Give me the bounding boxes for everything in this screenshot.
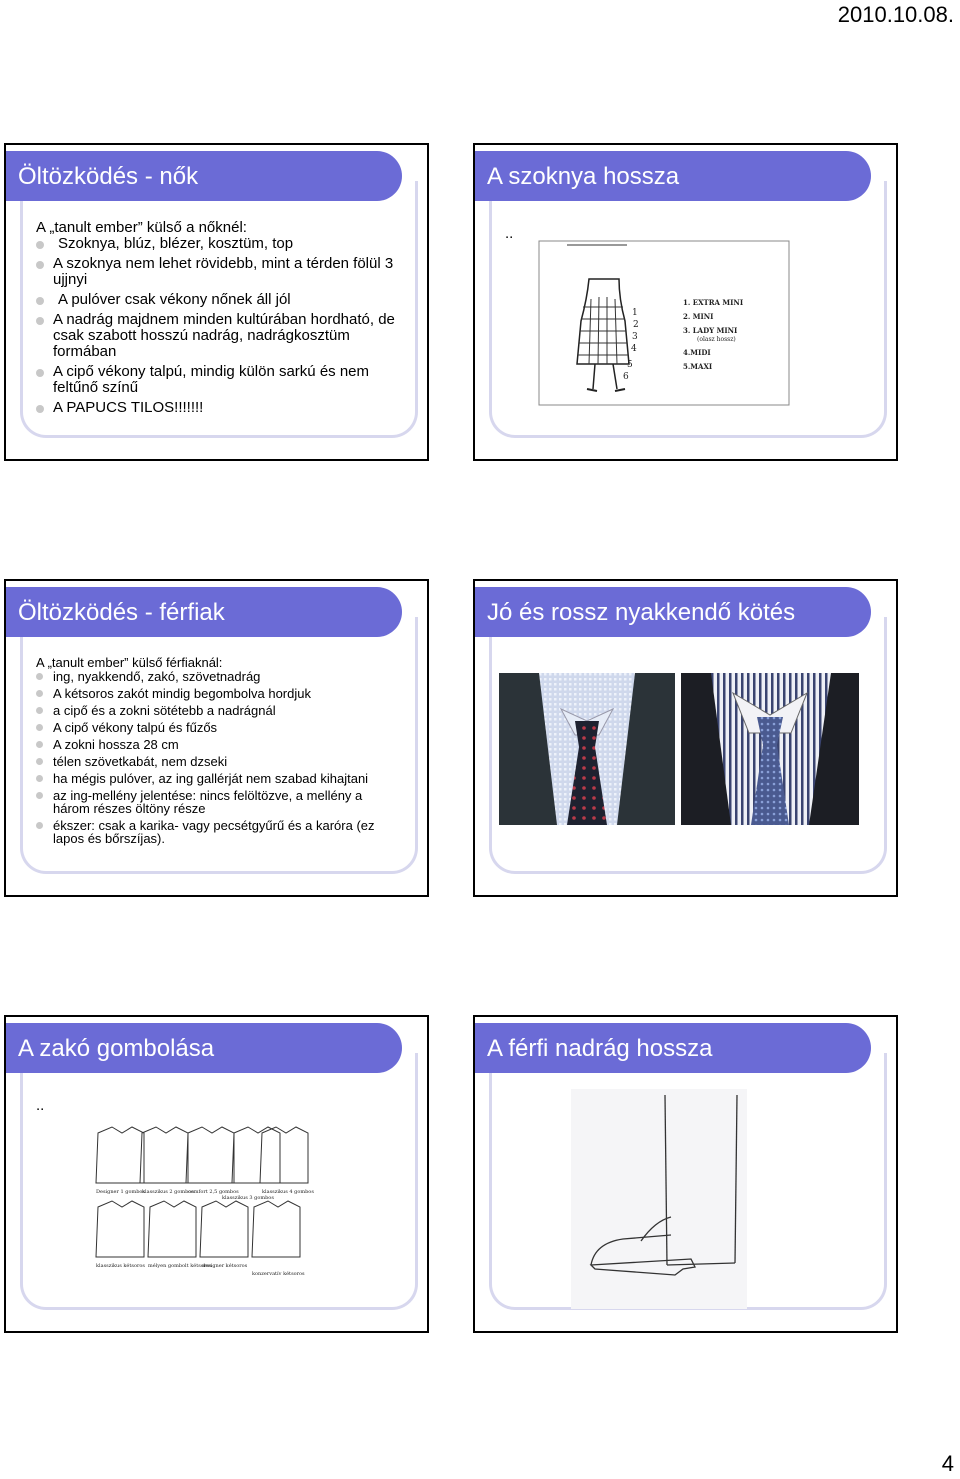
diagram-number: 1 — [632, 308, 638, 318]
bad-tie-photo — [681, 673, 859, 825]
list-item: A zokni hossza 28 cm — [36, 738, 397, 751]
diagram-number: 2 — [633, 320, 639, 330]
list-item: ha mégis pulóver, az ing gallérját nem szabad kihajtani — [36, 772, 397, 785]
list-item: A nadrág majdnem minden kultúrában hordható, de csak szabott hosszú nadrág, nadrágkosztüm formában — [36, 312, 413, 360]
slide-title-bar — [6, 587, 402, 637]
legend-entry: 1. EXTRA MINI — [683, 298, 744, 307]
list-item: A cipő vékony talpú és fűzős — [36, 721, 397, 734]
slide-lead: A „tanult ember” külső a nőknél: — [36, 219, 247, 236]
placeholder-dots: .. — [505, 225, 514, 242]
legend-entry: 2. MINI — [683, 312, 714, 321]
placeholder-dots: .. — [36, 1097, 45, 1114]
slide-title: A szoknya hossza — [487, 163, 680, 190]
slide-title-bar — [475, 151, 871, 201]
jacket-label: klasszikus 3 gombos — [222, 1195, 274, 1201]
list-item: A cipő vékony talpú, mindig külön sarkú és nem feltűnő színű — [36, 364, 413, 396]
list-item: ing, nyakkendő, zakó, szövetnadrág — [36, 670, 397, 683]
list-item: az ing-mellény jelentése: nincs felöltözve, a mellény a három részes öltöny része — [36, 789, 397, 815]
diagram-number: 6 — [623, 372, 629, 382]
legend-entry: 4.MIDI — [683, 348, 711, 357]
diagram-number: 5 — [627, 360, 633, 370]
slide-jacket-buttoning — [4, 1015, 429, 1333]
jacket-label: klasszikus 4 gombos — [262, 1189, 314, 1195]
skirt-length-diagram — [537, 239, 793, 409]
slide-title: Jó és rossz nyakkendő kötés — [487, 599, 796, 626]
legend-entry: 3. LADY MINI — [683, 326, 738, 335]
jacket-label: Designer 1 gombos — [96, 1189, 145, 1195]
slide-women-dress — [4, 143, 429, 461]
diagram-number: 4 — [631, 344, 637, 354]
list-item: a cipő és a zokni sötétebb a nadrágnál — [36, 704, 397, 717]
diagram-number: 3 — [632, 332, 638, 342]
slide-title-bar — [475, 587, 871, 637]
list-item: télen szövetkabát, nem dzseki — [36, 755, 397, 768]
jacket-label: klasszikus 2 gombos — [142, 1189, 194, 1195]
slide-title: A zakó gombolása — [18, 1035, 215, 1062]
slide-tie-knots — [473, 579, 898, 897]
slide-title: Öltözködés - nők — [18, 163, 199, 190]
list-item: A szoknya nem lehet rövidebb, mint a térden fölül 3 ujjnyi — [36, 256, 413, 288]
bullet-list — [36, 236, 413, 416]
slide-lead: A „tanult ember” külső férfiaknál: — [36, 655, 223, 670]
list-item: A pulóver csak vékony nőnek áll jól — [36, 292, 413, 308]
print-date: 2010.10.08. — [837, 2, 954, 27]
jacket-label: konzervatív kétsoros — [252, 1271, 305, 1277]
slide-men-dress — [4, 579, 429, 897]
page-number: 4 — [941, 1451, 954, 1476]
jacket-buttoning-diagram — [92, 1123, 314, 1285]
jacket-label: mélyen gombolt kétsoros — [148, 1263, 212, 1269]
slide-title: A férfi nadrág hossza — [487, 1035, 713, 1062]
list-item: ékszer: csak a karika- vagy pecsétgyűrű és a karóra (ez lapos és bőrszíjas). — [36, 819, 397, 845]
slide-title-bar — [6, 151, 402, 201]
legend-entry: (olasz hossz) — [697, 336, 736, 343]
good-tie-photo — [499, 673, 675, 825]
slide-skirt-length — [473, 143, 898, 461]
list-item: A kétsoros zakót mindig begombolva hordjuk — [36, 687, 397, 700]
list-item: Szoknya, blúz, blézer, kosztüm, top — [36, 236, 413, 252]
slide-title-bar — [6, 1023, 402, 1073]
legend-entry: 5.MAXI — [683, 362, 713, 371]
slide-title: Öltözködés - férfiak — [18, 599, 225, 626]
jacket-label: comfort 2,5 gombos — [188, 1189, 239, 1195]
slide-trouser-length — [473, 1015, 898, 1333]
trouser-length-drawing — [571, 1089, 747, 1309]
list-item: A PAPUCS TILOS!!!!!!! — [36, 400, 413, 416]
bullet-list — [36, 670, 397, 845]
jacket-label: klasszikus kétsoros — [96, 1263, 145, 1269]
slide-title-bar — [475, 1023, 871, 1073]
jacket-label: designer kétsoros — [202, 1263, 248, 1269]
